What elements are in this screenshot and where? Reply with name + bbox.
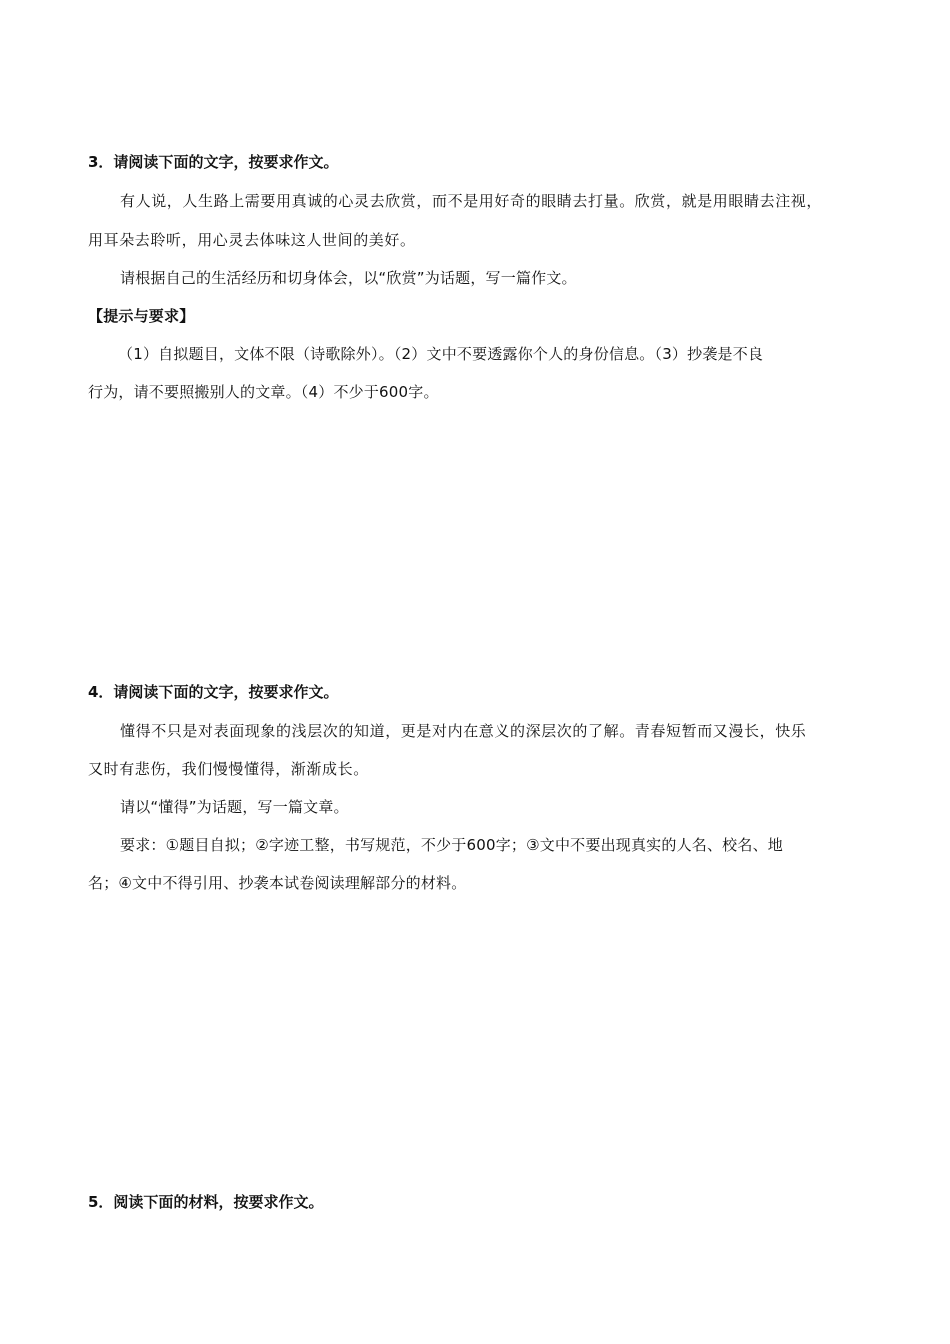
question-4-paragraph-2: 请以“懂得”为话题，写一篇文章。 [120,798,349,816]
question-3-paragraph-2: 请根据自己的生活经历和切身体会，以“欣赏”为话题，写一篇作文。 [120,269,577,287]
question-4-paragraph-1-line-1: 懂得不只是对表面现象的浅层次的知道，更是对内在意义的深层次的了解。青春短暂而又漫长，快乐 [120,722,807,740]
question-4-requirements-line-1: 要求：①题目自拟；②字迹工整，书写规范，不少于600字；③文中不要出现真实的人名、校名、地 [120,836,783,854]
question-3-tips-line-1: （1）自拟题目，文体不限（诗歌除外）。（2）文中不要透露你个人的身份信息。（3）抄袭是不良 [118,345,764,363]
question-3-tips-heading: 【提示与要求】 [88,307,195,325]
question-3-paragraph-1-line-2: 用耳朵去聆听，用心灵去体味这人世间的美好。 [88,231,416,249]
question-3-title: 3．请阅读下面的文字，按要求作文。 [88,153,339,171]
question-4-paragraph-1-line-2: 又时有悲伤，我们慢慢懂得，渐渐成长。 [88,760,369,778]
question-4-title: 4．请阅读下面的文字，按要求作文。 [88,683,339,701]
question-4-requirements-line-2: 名；④文中不得引用、抄袭本试卷阅读理解部分的材料。 [88,874,467,892]
question-3-paragraph-1-line-1: 有人说，人生路上需要用真诚的心灵去欣赏，而不是用好奇的眼睛去打量。欣赏，就是用眼睛去注视， [120,192,823,210]
question-3-tips-line-2: 行为，请不要照搬别人的文章。（4）不少于600字。 [88,383,439,401]
question-5-title: 5．阅读下面的材料，按要求作文。 [88,1193,324,1211]
